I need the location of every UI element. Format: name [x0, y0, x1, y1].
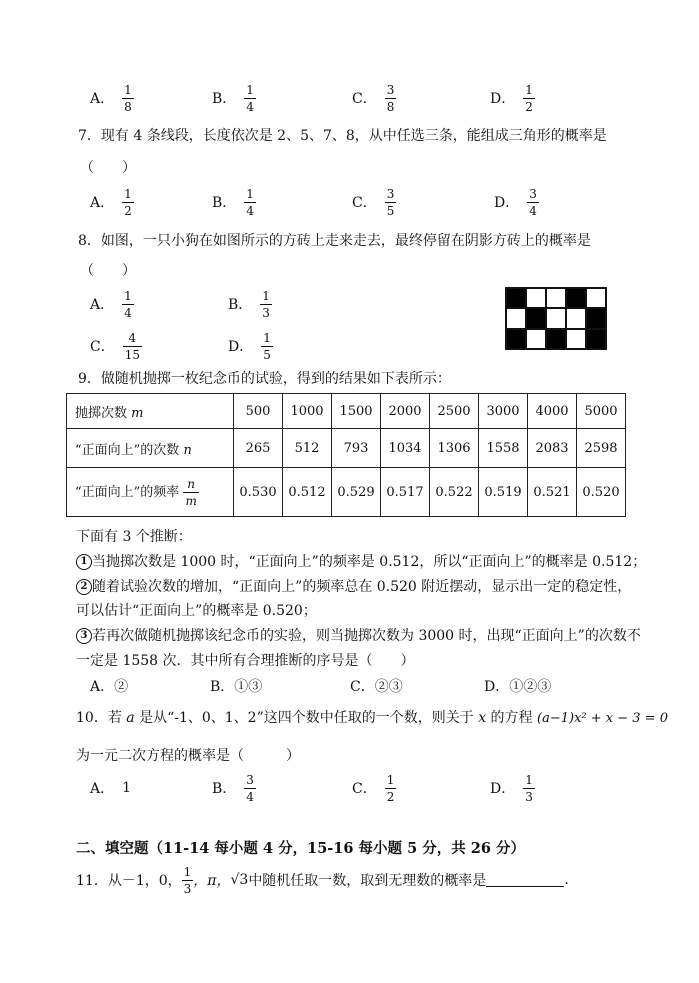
fraction: $\frac{1}{4}$ — [246, 186, 254, 218]
table-cell: 0.512 — [283, 468, 332, 517]
option-c: C． $\frac{4}{15}$ — [90, 330, 140, 362]
fraction: $\frac{1}{3}$ — [525, 772, 533, 804]
table-cell: 1558 — [479, 429, 528, 468]
option-c: C． $\frac{3}{5}$ — [352, 186, 395, 218]
option-d: D． $\frac{3}{4}$ — [494, 186, 537, 218]
circled-number-icon: 3 — [76, 628, 92, 644]
table-row-ups — [67, 429, 626, 468]
fraction: $\frac{1}{8}$ — [124, 82, 132, 114]
shaded-tile — [586, 308, 606, 328]
q8-options-row2 — [0, 326, 480, 366]
blank-tile — [566, 329, 586, 349]
section-heading: 二、填空题（11-14 每小题 4 分，15-16 每小题 5 分，共 26 分） — [76, 840, 525, 857]
answer-blank[interactable] — [486, 874, 564, 887]
row-head-freq: “正面向上”的频率 $\frac{n}{m}$ — [67, 468, 234, 517]
q9-inference-3: 3 若再次做随机抛掷该纪念币的实验，则当抛掷次数为 3000 时，出现“正面向上”的次数不 — [76, 625, 641, 645]
fraction: $\frac{1}{2}$ — [525, 82, 533, 114]
table-cell: 0.530 — [234, 468, 283, 517]
circled-number-icon: 1 — [76, 554, 92, 570]
fraction: $\frac{3}{5}$ — [386, 186, 395, 218]
table-cell: 512 — [283, 429, 332, 468]
table-cell: 0.529 — [332, 468, 381, 517]
fraction: $\frac{n}{m}$ — [185, 476, 197, 508]
table-cell: 1000 — [283, 394, 332, 429]
option-a: A．② — [90, 679, 129, 695]
q7-answer-paren: （ ） — [80, 160, 136, 176]
fraction: $\frac{1}{3}$ — [183, 864, 192, 896]
option-a: A． $\frac{1}{4}$ — [90, 288, 132, 320]
q9-inference-3-cont: 一定是 1558 次．其中所有合理推断的序号是（ ） — [76, 653, 415, 669]
shaded-tile — [526, 308, 546, 328]
row-head-ups: “正面向上”的次数 n — [67, 429, 234, 468]
blank-tile — [546, 308, 566, 328]
q6-options — [0, 78, 699, 118]
fraction: $\frac{4}{15}$ — [124, 330, 140, 362]
blank-tile — [506, 308, 526, 328]
option-c: C． $\frac{1}{2}$ — [352, 772, 395, 804]
tile-grid-figure — [505, 287, 607, 350]
table-cell: 0.520 — [577, 468, 626, 517]
option-c: C．②③ — [350, 679, 403, 695]
option-d: D． $\frac{1}{2}$ — [490, 82, 533, 114]
q9-intro: 下面有 3 个推断： — [76, 529, 192, 545]
q9-question: 9．做随机抛掷一枚纪念币的试验，得到的结果如下表所示： — [78, 371, 451, 387]
blank-tile — [586, 288, 606, 308]
fraction: $\frac{1}{3}$ — [262, 288, 270, 320]
table-cell: 2000 — [381, 394, 430, 429]
option-b: B． $\frac{1}{4}$ — [212, 186, 254, 218]
fraction: $\frac{1}{2}$ — [386, 772, 395, 804]
q10-question-cont: 为一元二次方程的概率是（ ） — [76, 748, 300, 764]
table-cell: 0.522 — [430, 468, 479, 517]
table-cell: 4000 — [528, 394, 577, 429]
q10-options — [0, 768, 699, 808]
blank-tile — [526, 329, 546, 349]
option-b: B． $\frac{1}{4}$ — [212, 82, 254, 114]
q10-question: 10．若 a 是从“-1、0、1、2”这四个数中任取的一个数，则关于 x 的方程 (a−1)x² + x − 3 = 0 — [76, 710, 668, 726]
option-b: B． $\frac{1}{3}$ — [228, 288, 270, 320]
q7-options — [0, 182, 699, 222]
shaded-tile — [586, 329, 606, 349]
table-cell: 3000 — [479, 394, 528, 429]
option-a: A． $\frac{1}{8}$ — [90, 82, 132, 114]
fraction: $\frac{3}{4}$ — [529, 186, 537, 218]
fraction: $\frac{1}{5}$ — [263, 330, 271, 362]
shaded-tile — [566, 288, 586, 308]
q8-question: 8．如图，一只小狗在如图所示的方砖上走来走去，最终停留在阴影方砖上的概率是 — [78, 233, 591, 249]
table-cell: 0.521 — [528, 468, 577, 517]
table-row-throws — [67, 394, 626, 429]
shaded-tile — [546, 329, 566, 349]
table-row-freq — [67, 468, 626, 517]
table-cell: 1034 — [381, 429, 430, 468]
table-cell: 5000 — [577, 394, 626, 429]
option-a: A． 1 — [90, 780, 132, 797]
fraction: $\frac{1}{4}$ — [124, 288, 132, 320]
blank-tile — [526, 288, 546, 308]
table-cell: 2083 — [528, 429, 577, 468]
table-cell: 1306 — [430, 429, 479, 468]
q7-question: 7．现有 4 条线段，长度依次是 2、5、7、8，从中任选三条，能组成三角形的概率是 — [78, 128, 607, 144]
blank-tile — [546, 288, 566, 308]
q11-question: 11．从－1，0， $\frac{1}{3}$ ，π， √3 中随机任取一数，取到无理数的概率是 . — [76, 864, 569, 896]
option-d: D． $\frac{1}{5}$ — [228, 330, 271, 362]
option-a: A． $\frac{1}{2}$ — [90, 186, 132, 218]
sqrt-expression: √3 — [230, 872, 249, 888]
equation: (a−1)x² + x − 3 = 0 — [537, 711, 668, 726]
table-cell: 2500 — [430, 394, 479, 429]
table-cell: 1500 — [332, 394, 381, 429]
fraction: $\frac{3}{8}$ — [386, 82, 395, 114]
q9-inference-1: 1 当抛掷次数是 1000 时，“正面向上”的频率是 0.512，所以“正面向上”的概率是 0.512； — [76, 551, 646, 571]
option-c: C． $\frac{3}{8}$ — [352, 82, 395, 114]
fraction: $\frac{1}{2}$ — [124, 186, 132, 218]
option-d: D． $\frac{1}{3}$ — [490, 772, 533, 804]
shaded-tile — [506, 288, 526, 308]
blank-tile — [566, 308, 586, 328]
option-b: B．①③ — [210, 679, 263, 695]
row-head-throws: 抛掷次数 m — [67, 394, 234, 429]
q9-inference-2: 2 随着试验次数的增加，“正面向上”的频率总在 0.520 附近摆动，显示出一定的稳定性， — [76, 576, 631, 596]
fraction: $\frac{1}{4}$ — [246, 82, 254, 114]
table-cell: 2598 — [577, 429, 626, 468]
table-cell: 0.519 — [479, 468, 528, 517]
table-cell: 265 — [234, 429, 283, 468]
table-cell: 0.517 — [381, 468, 430, 517]
option-b: B． $\frac{3}{4}$ — [212, 772, 254, 804]
q8-answer-paren: （ ） — [80, 263, 136, 279]
option-d: D．①②③ — [484, 679, 552, 695]
q9-inference-2-cont: 可以估计“正面向上”的概率是 0.520； — [76, 603, 317, 619]
table-cell: 500 — [234, 394, 283, 429]
fraction: $\frac{3}{4}$ — [246, 772, 254, 804]
table-cell: 793 — [332, 429, 381, 468]
coin-toss-table — [66, 393, 626, 517]
q8-options-row1 — [0, 284, 480, 324]
circled-number-icon: 2 — [76, 579, 92, 595]
shaded-tile — [506, 329, 526, 349]
